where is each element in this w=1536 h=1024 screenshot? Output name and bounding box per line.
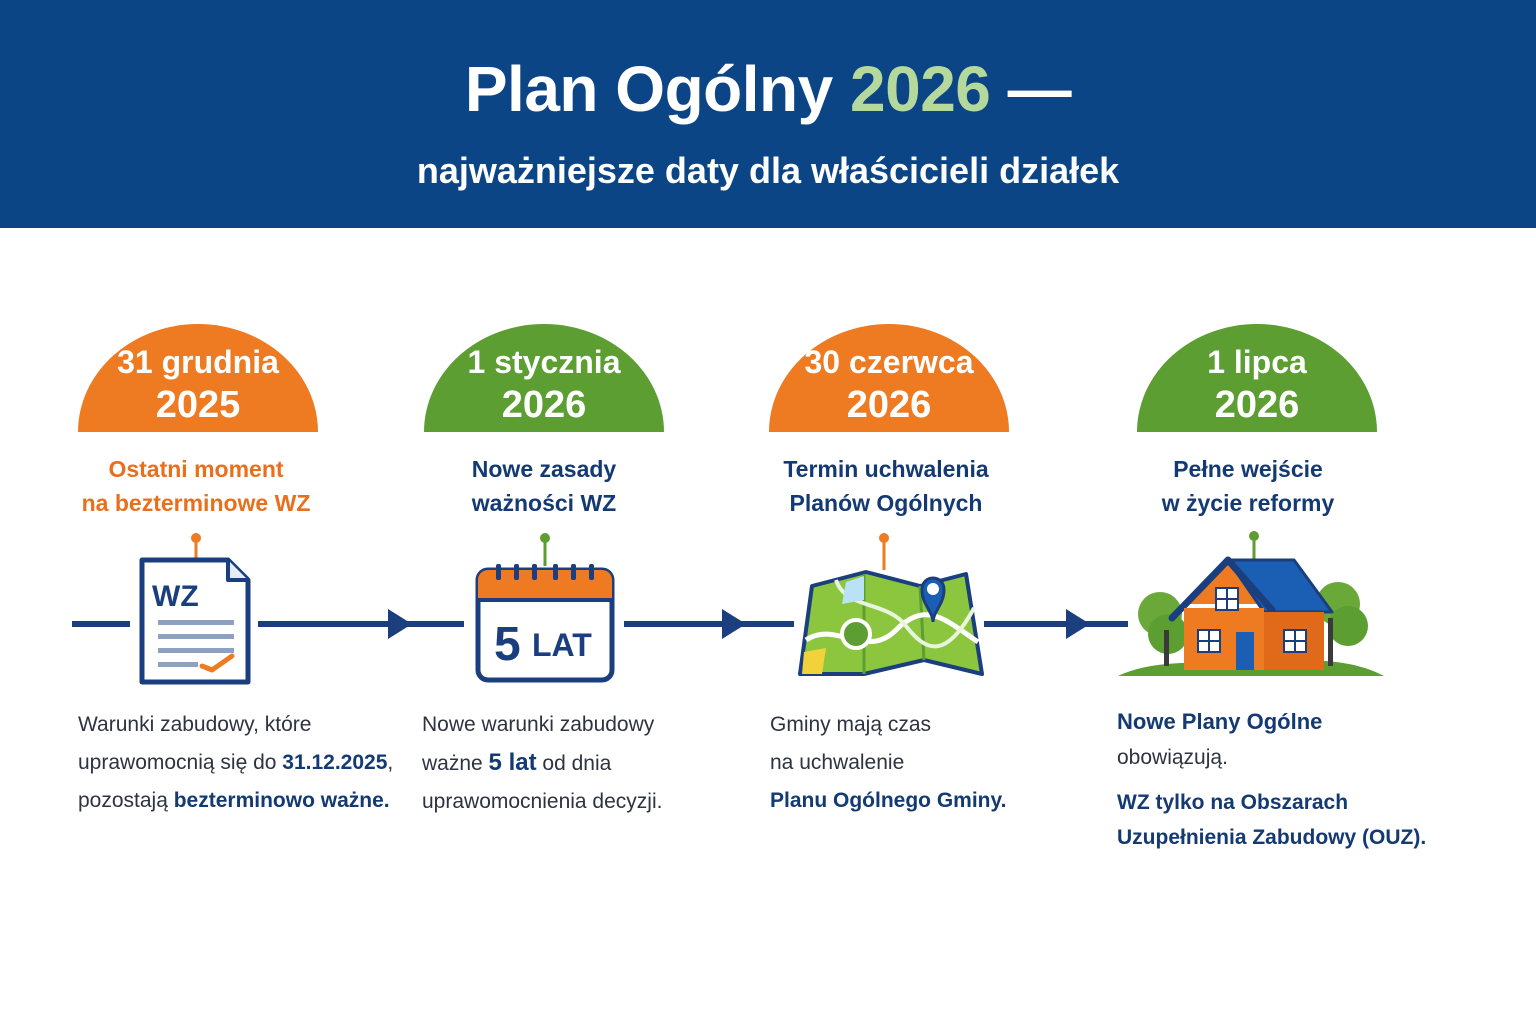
step-caption [726,452,1046,520]
date-day: 1 stycznia [467,344,621,380]
highlight-text: Uzupełnienia Zabudowy (OUZ). [1117,826,1427,849]
text-run: ważne [422,752,489,775]
wz-document-icon [130,530,260,690]
date-year: 2026 [846,384,932,426]
date-year: 2026 [501,384,587,426]
highlight-text: Planu Ogólnego Gminy. [770,789,1007,812]
description-line: Gminy mają czas [770,713,932,736]
step-caption [36,452,356,520]
highlight-years: 5 lat [488,749,537,776]
highlight-text: bezterminowo ważne. [173,789,390,812]
caption-line: na bezterminowe WZ [81,490,311,516]
description-line [1117,820,1457,855]
title-main: Plan Ogólny [464,53,833,125]
page-title [0,52,1536,126]
caption-line: Planów Ogólnych [789,490,983,516]
description-line [78,744,408,782]
caption-line: w życie reformy [1161,490,1335,516]
text-run: od dnia [536,752,612,775]
description-line: uprawomocnienia decyzji. [422,790,663,813]
description-line: na uchwalenie [770,751,905,774]
step-caption [384,452,704,520]
years-unit: LAT [532,627,592,663]
map-pin-icon [796,530,988,682]
calendar-icon [470,530,620,686]
page-subtitle: najważniejsze daty dla właścicieli działek [416,150,1120,191]
highlight-text: WZ tylko na Obszarach [1117,791,1349,814]
timeline-segment [406,621,464,627]
timeline-segment [72,621,130,627]
title-year: 2026 [850,53,991,125]
caption-line: Ostatni moment [108,456,284,482]
title-dash: — [1007,53,1072,125]
description-line: Warunki zabudowy, które [78,713,312,736]
date-year: 2025 [155,384,241,426]
description-line: obowiązują. [1117,746,1228,769]
date-day: 30 czerwca [804,344,974,380]
caption-line: Nowe zasady [471,456,617,482]
text-run: , [387,751,394,774]
house-icon [1116,526,1388,684]
caption-line: Termin uchwalenia [783,456,989,482]
timeline-segment [740,621,794,627]
date-badge-30-czerwca-2026 [769,324,1009,432]
text-run: uprawomocnią się do [78,751,283,774]
years-number: 5 [494,618,521,671]
caption-line: Pełne wejście [1173,456,1323,482]
date-badge-1-lipca-2026 [1137,324,1377,432]
description-line [422,744,752,783]
highlight-date: 31.12.2025 [282,751,388,774]
description-line [1117,704,1457,740]
date-day: 1 lipca [1207,344,1307,380]
step-description [422,706,752,821]
header-banner [0,0,1536,228]
text-run: pozostają [78,789,174,812]
date-badge-1-stycznia-2026 [424,324,664,432]
date-year: 2026 [1214,384,1300,426]
step-description [1117,704,1457,855]
description-line [1117,785,1457,820]
date-badge-31-grudnia-2025 [78,324,318,432]
step-description [78,706,408,820]
wz-label: WZ [152,580,199,613]
highlight-text: Nowe Plany Ogólne [1117,709,1323,734]
caption-line: ważności WZ [471,490,617,516]
description-line: Nowe warunki zabudowy [422,713,655,736]
description-line [78,782,408,820]
timeline-segment [258,621,398,627]
timeline-segment [624,621,734,627]
date-day: 31 grudnia [117,344,279,380]
description-line [770,782,1100,820]
step-caption [1088,452,1408,520]
step-description [770,706,1100,820]
timeline-segment [984,621,1074,627]
